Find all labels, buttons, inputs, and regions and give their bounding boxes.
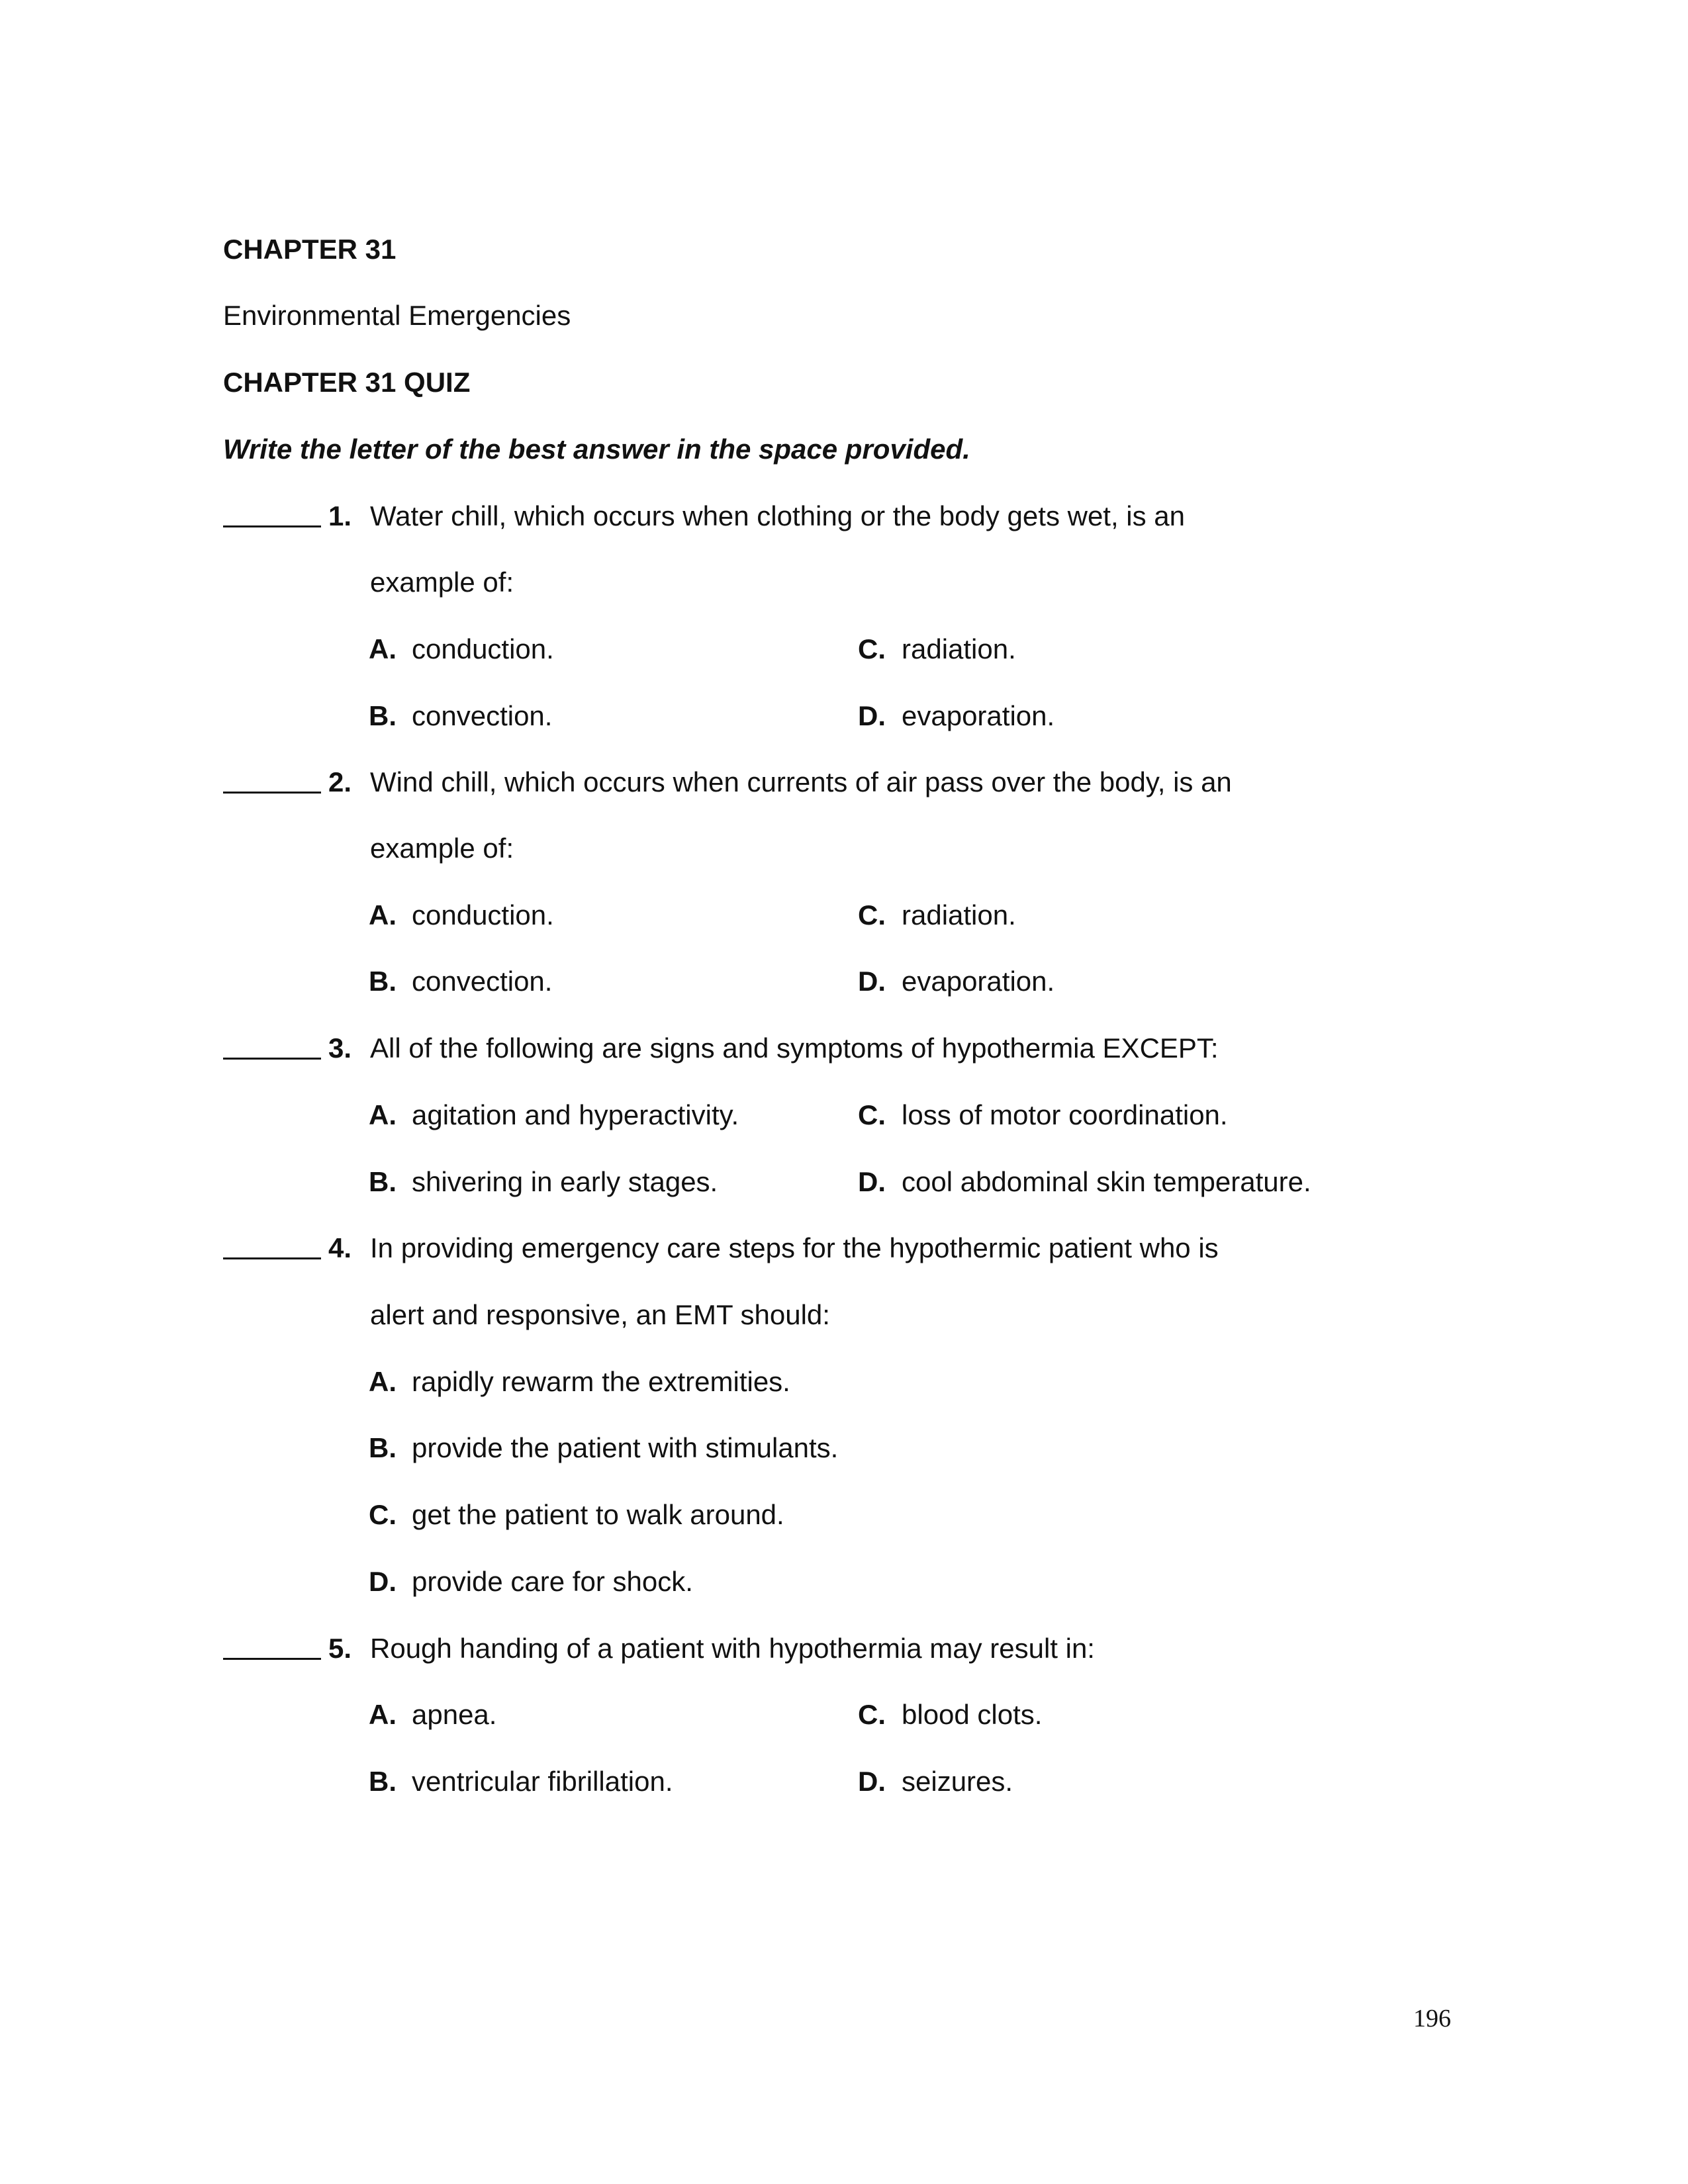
- quiz-instructions: Write the letter of the best answer in the space provided.: [223, 433, 970, 465]
- answer-blank-2[interactable]: [223, 766, 321, 799]
- option-text: conduction.: [412, 899, 554, 931]
- option-letter: A.: [369, 1699, 397, 1730]
- page-number: 196: [1413, 2005, 1451, 2032]
- question-text-line1: Rough handing of a patient with hypothermia may result in:: [370, 1633, 1095, 1664]
- option-text: evaporation.: [902, 966, 1055, 997]
- option-text: convection.: [412, 700, 553, 731]
- option-text: shivering in early stages.: [412, 1166, 718, 1197]
- quiz-title: CHAPTER 31 QUIZ: [223, 367, 471, 398]
- option-letter: B.: [369, 1166, 397, 1197]
- option-text: radiation.: [902, 899, 1016, 931]
- option-letter: C.: [858, 899, 886, 931]
- option-letter: C.: [858, 1699, 886, 1730]
- option-letter: D.: [858, 966, 886, 997]
- question-text-line1: Wind chill, which occurs when currents of air pass over the body, is an: [370, 766, 1232, 797]
- option-text: provide care for shock.: [412, 1566, 693, 1597]
- question-number: 3.: [328, 1032, 352, 1064]
- question-number: 2.: [328, 766, 352, 797]
- option-letter: C.: [369, 1499, 397, 1530]
- option-letter: A.: [369, 1366, 397, 1397]
- question-text-line2: example of:: [370, 567, 514, 598]
- option-letter: B.: [369, 700, 397, 731]
- option-letter: A.: [369, 899, 397, 931]
- option-text: get the patient to walk around.: [412, 1499, 784, 1530]
- chapter-heading: CHAPTER 31: [223, 234, 397, 265]
- option-letter: D.: [858, 1166, 886, 1197]
- option-text: apnea.: [412, 1699, 497, 1730]
- option-letter: B.: [369, 1432, 397, 1463]
- option-text: conduction.: [412, 633, 554, 664]
- option-letter: D.: [858, 700, 886, 731]
- question-text-line1: All of the following are signs and symptoms of hypothermia EXCEPT:: [370, 1032, 1219, 1064]
- option-letter: B.: [369, 966, 397, 997]
- option-text: evaporation.: [902, 700, 1055, 731]
- question-text-line2: example of:: [370, 833, 514, 864]
- question-text-line1: In providing emergency care steps for the hypothermic patient who is: [370, 1232, 1219, 1263]
- option-text: convection.: [412, 966, 553, 997]
- answer-blank-5[interactable]: [223, 1632, 321, 1665]
- question-text-line1: Water chill, which occurs when clothing or the body gets wet, is an: [370, 500, 1186, 531]
- option-letter: A.: [369, 1099, 397, 1130]
- question-number: 5.: [328, 1633, 352, 1664]
- option-letter: B.: [369, 1766, 397, 1797]
- option-text: loss of motor coordination.: [902, 1099, 1228, 1130]
- option-letter: D.: [858, 1766, 886, 1797]
- option-text: rapidly rewarm the extremities.: [412, 1366, 790, 1397]
- answer-blank-4[interactable]: [223, 1232, 321, 1265]
- option-text: ventricular fibrillation.: [412, 1766, 673, 1797]
- option-text: radiation.: [902, 633, 1016, 664]
- question-text-line2: alert and responsive, an EMT should:: [370, 1299, 830, 1330]
- option-letter: D.: [369, 1566, 397, 1597]
- question-number: 1.: [328, 500, 352, 531]
- option-text: provide the patient with stimulants.: [412, 1432, 839, 1463]
- answer-blank-1[interactable]: [223, 500, 321, 533]
- option-letter: C.: [858, 633, 886, 664]
- option-text: agitation and hyperactivity.: [412, 1099, 739, 1130]
- option-text: seizures.: [902, 1766, 1013, 1797]
- question-number: 4.: [328, 1232, 352, 1263]
- option-text: blood clots.: [902, 1699, 1043, 1730]
- option-letter: C.: [858, 1099, 886, 1130]
- option-text: cool abdominal skin temperature.: [902, 1166, 1311, 1197]
- chapter-subtitle: Environmental Emergencies: [223, 300, 571, 331]
- option-letter: A.: [369, 633, 397, 664]
- answer-blank-3[interactable]: [223, 1032, 321, 1065]
